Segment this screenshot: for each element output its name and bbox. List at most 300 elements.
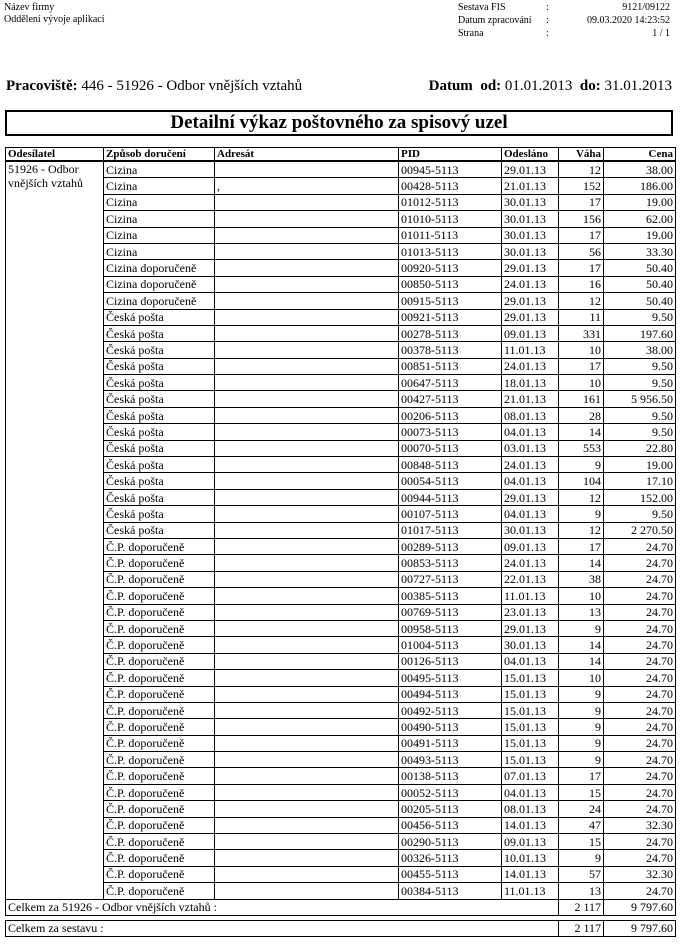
workplace-label: Pracoviště: xyxy=(6,78,78,94)
cell-addressee xyxy=(215,227,399,243)
col-addressee: Adresát xyxy=(215,148,399,162)
cell-addressee xyxy=(215,342,399,358)
table-row xyxy=(6,555,676,571)
date-range xyxy=(429,78,672,95)
cell-sent: 15.01.13 xyxy=(502,702,559,718)
cell-pid: 00427-5113 xyxy=(399,391,502,407)
cell-addressee xyxy=(215,571,399,587)
cell-pid: 00456-5113 xyxy=(399,817,502,833)
cell-sent: 15.01.13 xyxy=(502,719,559,735)
cell-addressee xyxy=(215,194,399,210)
table-row xyxy=(6,473,676,489)
cell-price: 9.50 xyxy=(604,407,676,423)
table-row xyxy=(6,227,676,243)
cell-method: Česká pošta xyxy=(104,342,215,358)
cell-addressee xyxy=(215,522,399,538)
cell-sent: 03.01.13 xyxy=(502,440,559,456)
cell-weight: 10 xyxy=(559,670,604,686)
cell-price: 24.70 xyxy=(604,801,676,817)
department-name: Oddělení vývoje aplikací xyxy=(4,14,105,25)
cell-weight: 10 xyxy=(559,342,604,358)
cell-method: Č.P. doporučeně xyxy=(104,571,215,587)
cell-weight: 9 xyxy=(559,620,604,636)
cell-price: 24.70 xyxy=(604,604,676,620)
cell-pid: 00492-5113 xyxy=(399,702,502,718)
cell-addressee xyxy=(215,407,399,423)
cell-pid: 00073-5113 xyxy=(399,424,502,440)
cell-sent: 11.01.13 xyxy=(502,883,559,899)
cell-weight: 9 xyxy=(559,752,604,768)
cell-sent: 30.01.13 xyxy=(502,194,559,210)
cell-addressee xyxy=(215,768,399,784)
cell-addressee xyxy=(215,489,399,505)
cell-pid: 00490-5113 xyxy=(399,719,502,735)
cell-method: Č.P. doporučeně xyxy=(104,784,215,800)
cell-pid: 00769-5113 xyxy=(399,604,502,620)
col-weight: Váha xyxy=(559,148,604,162)
table-row xyxy=(6,850,676,866)
cell-weight: 12 xyxy=(559,293,604,309)
cell-addressee xyxy=(215,243,399,259)
cell-addressee xyxy=(215,834,399,850)
cell-weight: 57 xyxy=(559,866,604,882)
cell-pid: 00290-5113 xyxy=(399,834,502,850)
cell-price: 19.00 xyxy=(604,194,676,210)
meta-label: Datum zpracování xyxy=(458,15,532,26)
cell-price: 24.70 xyxy=(604,538,676,554)
cell-price: 197.60 xyxy=(604,325,676,341)
cell-pid: 00853-5113 xyxy=(399,555,502,571)
cell-pid: 01017-5113 xyxy=(399,522,502,538)
cell-weight: 9 xyxy=(559,457,604,473)
cell-addressee xyxy=(215,358,399,374)
meta-separator: : xyxy=(546,15,549,26)
meta-separator: : xyxy=(546,28,549,39)
cell-method: Česká pošta xyxy=(104,358,215,374)
cell-method: Česká pošta xyxy=(104,489,215,505)
cell-method: Č.P. doporučeně xyxy=(104,817,215,833)
cell-addressee xyxy=(215,670,399,686)
cell-addressee xyxy=(215,325,399,341)
table-row xyxy=(6,801,676,817)
cell-weight: 12 xyxy=(559,489,604,505)
cell-addressee xyxy=(215,637,399,653)
cell-price: 152.00 xyxy=(604,489,676,505)
cell-weight: 553 xyxy=(559,440,604,456)
cell-addressee xyxy=(215,375,399,391)
cell-method: Cizina doporučeně xyxy=(104,293,215,309)
cell-sent: 07.01.13 xyxy=(502,768,559,784)
cell-method: Č.P. doporučeně xyxy=(104,702,215,718)
cell-method: Česká pošta xyxy=(104,473,215,489)
table-row xyxy=(6,883,676,899)
company-header xyxy=(4,2,105,26)
table-row xyxy=(6,424,676,440)
cell-method: Č.P. doporučeně xyxy=(104,752,215,768)
cell-addressee xyxy=(215,506,399,522)
cell-addressee xyxy=(215,555,399,571)
report-range xyxy=(6,78,672,95)
table-row xyxy=(6,325,676,341)
cell-addressee xyxy=(215,883,399,899)
col-sender: Odesílatel xyxy=(6,148,104,162)
cell-method: Č.P. doporučeně xyxy=(104,653,215,669)
cell-pid: 00493-5113 xyxy=(399,752,502,768)
cell-addressee xyxy=(215,260,399,276)
table-row xyxy=(6,571,676,587)
cell-addressee xyxy=(215,653,399,669)
cell-sent: 23.01.13 xyxy=(502,604,559,620)
table-row xyxy=(6,752,676,768)
table-row xyxy=(6,637,676,653)
cell-pid: 00138-5113 xyxy=(399,768,502,784)
table-row xyxy=(6,260,676,276)
table-row xyxy=(6,702,676,718)
total-row-price: 9 797.60 xyxy=(604,920,676,936)
cell-weight: 12 xyxy=(559,161,604,178)
cell-pid: 00278-5113 xyxy=(399,325,502,341)
table-row xyxy=(6,522,676,538)
table-body xyxy=(6,161,676,936)
cell-price: 24.70 xyxy=(604,670,676,686)
report-title: Detailní výkaz poštovného za spisový uzel xyxy=(5,110,673,136)
cell-weight: 38 xyxy=(559,571,604,587)
workplace xyxy=(6,78,302,95)
cell-price: 17.10 xyxy=(604,473,676,489)
cell-price: 38.00 xyxy=(604,342,676,358)
cell-sent: 09.01.13 xyxy=(502,538,559,554)
cell-weight: 14 xyxy=(559,637,604,653)
cell-weight: 17 xyxy=(559,768,604,784)
cell-sent: 24.01.13 xyxy=(502,457,559,473)
cell-method: Č.P. doporučeně xyxy=(104,719,215,735)
cell-addressee xyxy=(215,391,399,407)
cell-price: 24.70 xyxy=(604,637,676,653)
cell-method: Česká pošta xyxy=(104,309,215,325)
cell-addressee xyxy=(215,161,399,178)
cell-pid: 00385-5113 xyxy=(399,588,502,604)
cell-pid: 00848-5113 xyxy=(399,457,502,473)
cell-sent: 14.01.13 xyxy=(502,866,559,882)
cell-sent: 04.01.13 xyxy=(502,473,559,489)
cell-sent: 24.01.13 xyxy=(502,358,559,374)
table-row xyxy=(6,243,676,259)
cell-price: 19.00 xyxy=(604,227,676,243)
table-row xyxy=(6,391,676,407)
meta-value: 09.03.2020 14:23:52 xyxy=(586,15,670,26)
cell-weight: 17 xyxy=(559,260,604,276)
cell-addressee xyxy=(215,686,399,702)
meta-label: Strana xyxy=(458,28,484,39)
cell-weight: 16 xyxy=(559,276,604,292)
cell-price: 24.70 xyxy=(604,555,676,571)
cell-addressee xyxy=(215,702,399,718)
cell-addressee xyxy=(215,424,399,440)
cell-method: Č.P. doporučeně xyxy=(104,637,215,653)
cell-weight: 152 xyxy=(559,178,604,194)
cell-sent: 21.01.13 xyxy=(502,391,559,407)
cell-pid: 00326-5113 xyxy=(399,850,502,866)
cell-pid: 01004-5113 xyxy=(399,637,502,653)
table-row xyxy=(6,768,676,784)
cell-price: 24.70 xyxy=(604,571,676,587)
table-row xyxy=(6,834,676,850)
table-row xyxy=(6,588,676,604)
cell-addressee xyxy=(215,801,399,817)
table-row xyxy=(6,686,676,702)
cell-addressee xyxy=(215,211,399,227)
cell-pid: 01012-5113 xyxy=(399,194,502,210)
date-to-label: do: xyxy=(579,78,601,94)
cell-price: 24.70 xyxy=(604,588,676,604)
cell-price: 9.50 xyxy=(604,309,676,325)
table-row xyxy=(6,620,676,636)
cell-method: Cizina xyxy=(104,243,215,259)
cell-price: 50.40 xyxy=(604,293,676,309)
table-row xyxy=(6,211,676,227)
table-row xyxy=(6,309,676,325)
cell-price: 24.70 xyxy=(604,752,676,768)
cell-weight: 9 xyxy=(559,735,604,751)
meta-row xyxy=(458,2,670,15)
table-row xyxy=(6,784,676,800)
date-from: 01.01.2013 xyxy=(504,78,573,94)
cell-sent: 15.01.13 xyxy=(502,686,559,702)
cell-pid: 01010-5113 xyxy=(399,211,502,227)
meta-separator: : xyxy=(546,2,549,13)
table-row xyxy=(6,506,676,522)
table-row xyxy=(6,440,676,456)
cell-method: Č.P. doporučeně xyxy=(104,604,215,620)
cell-method: Č.P. doporučeně xyxy=(104,866,215,882)
cell-weight: 17 xyxy=(559,538,604,554)
cell-pid: 00289-5113 xyxy=(399,538,502,554)
subtotal-row-label: Celkem za 51926 - Odbor vnějších vztahů : xyxy=(6,899,559,915)
cell-sent: 04.01.13 xyxy=(502,506,559,522)
cell-price: 24.70 xyxy=(604,702,676,718)
cell-weight: 14 xyxy=(559,653,604,669)
table-row xyxy=(6,375,676,391)
cell-sent: 09.01.13 xyxy=(502,325,559,341)
cell-addressee xyxy=(215,752,399,768)
cell-addressee xyxy=(215,440,399,456)
cell-pid: 00945-5113 xyxy=(399,161,502,178)
company-name: Název firmy xyxy=(4,2,55,13)
cell-pid: 01013-5113 xyxy=(399,243,502,259)
table-row xyxy=(6,342,676,358)
cell-method: Cizina doporučeně xyxy=(104,276,215,292)
cell-addressee xyxy=(215,620,399,636)
cell-addressee xyxy=(215,850,399,866)
cell-price: 24.70 xyxy=(604,686,676,702)
cell-pid: 00206-5113 xyxy=(399,407,502,423)
cell-pid: 00944-5113 xyxy=(399,489,502,505)
cell-pid: 00428-5113 xyxy=(399,178,502,194)
meta-row xyxy=(458,28,670,41)
cell-pid: 00851-5113 xyxy=(399,358,502,374)
cell-pid: 00054-5113 xyxy=(399,473,502,489)
cell-weight: 13 xyxy=(559,604,604,620)
table-row xyxy=(6,178,676,194)
cell-sent: 29.01.13 xyxy=(502,161,559,178)
cell-weight: 9 xyxy=(559,686,604,702)
total-row-weight: 2 117 xyxy=(559,920,604,936)
subtotal-row xyxy=(6,899,676,915)
col-pid: PID xyxy=(399,148,502,162)
cell-sent: 30.01.13 xyxy=(502,637,559,653)
cell-weight: 24 xyxy=(559,801,604,817)
cell-price: 186.00 xyxy=(604,178,676,194)
date-label: Datum xyxy=(428,78,473,94)
cell-pid: 00126-5113 xyxy=(399,653,502,669)
cell-weight: 15 xyxy=(559,834,604,850)
cell-price: 33.30 xyxy=(604,243,676,259)
meta-value: 1 / 1 xyxy=(652,28,670,39)
cell-pid: 00915-5113 xyxy=(399,293,502,309)
cell-method: Česká pošta xyxy=(104,522,215,538)
cell-price: 24.70 xyxy=(604,653,676,669)
cell-method: Č.P. doporučeně xyxy=(104,538,215,554)
cell-price: 9.50 xyxy=(604,375,676,391)
cell-pid: 00052-5113 xyxy=(399,784,502,800)
cell-pid: 00205-5113 xyxy=(399,801,502,817)
cell-addressee xyxy=(215,735,399,751)
table-row xyxy=(6,538,676,554)
table-row xyxy=(6,358,676,374)
cell-weight: 47 xyxy=(559,817,604,833)
cell-weight: 28 xyxy=(559,407,604,423)
postage-table xyxy=(5,147,676,937)
cell-weight: 56 xyxy=(559,243,604,259)
table-row xyxy=(6,735,676,751)
cell-addressee xyxy=(215,457,399,473)
cell-method: Cizina doporučeně xyxy=(104,260,215,276)
cell-addressee xyxy=(215,473,399,489)
cell-sent: 30.01.13 xyxy=(502,227,559,243)
cell-price: 19.00 xyxy=(604,457,676,473)
cell-weight: 13 xyxy=(559,883,604,899)
cell-method: Č.P. doporučeně xyxy=(104,686,215,702)
report-meta xyxy=(458,2,670,41)
cell-weight: 156 xyxy=(559,211,604,227)
cell-method: Č.P. doporučeně xyxy=(104,768,215,784)
cell-method: Cizina xyxy=(104,211,215,227)
cell-sent: 30.01.13 xyxy=(502,522,559,538)
table-row xyxy=(6,866,676,882)
cell-sent: 29.01.13 xyxy=(502,620,559,636)
cell-weight: 10 xyxy=(559,375,604,391)
cell-pid: 00491-5113 xyxy=(399,735,502,751)
cell-method: Č.P. doporučeně xyxy=(104,883,215,899)
cell-pid: 00921-5113 xyxy=(399,309,502,325)
cell-method: Č.P. doporučeně xyxy=(104,620,215,636)
cell-method: Česká pošta xyxy=(104,391,215,407)
cell-pid: 00455-5113 xyxy=(399,866,502,882)
table-row xyxy=(6,161,676,178)
cell-sent: 30.01.13 xyxy=(502,211,559,227)
cell-pid: 00727-5113 xyxy=(399,571,502,587)
meta-row xyxy=(458,15,670,28)
cell-pid: 00384-5113 xyxy=(399,883,502,899)
cell-method: Česká pošta xyxy=(104,407,215,423)
cell-pid: 00378-5113 xyxy=(399,342,502,358)
cell-price: 24.70 xyxy=(604,719,676,735)
cell-method: Cizina xyxy=(104,194,215,210)
cell-sent: 04.01.13 xyxy=(502,653,559,669)
table-row xyxy=(6,670,676,686)
cell-price: 32.30 xyxy=(604,866,676,882)
cell-sent: 21.01.13 xyxy=(502,178,559,194)
cell-addressee xyxy=(215,293,399,309)
cell-sent: 04.01.13 xyxy=(502,784,559,800)
cell-method: Cizina xyxy=(104,161,215,178)
cell-weight: 9 xyxy=(559,850,604,866)
meta-value: 9121/09122 xyxy=(622,2,670,13)
date-from-label: od: xyxy=(480,78,502,94)
cell-sent: 29.01.13 xyxy=(502,309,559,325)
cell-price: 24.70 xyxy=(604,735,676,751)
cell-price: 9.50 xyxy=(604,358,676,374)
cell-method: Č.P. doporučeně xyxy=(104,670,215,686)
cell-pid: 00494-5113 xyxy=(399,686,502,702)
cell-weight: 9 xyxy=(559,506,604,522)
meta-label: Sestava FIS xyxy=(458,2,506,13)
cell-sent: 15.01.13 xyxy=(502,752,559,768)
cell-method: Č.P. doporučeně xyxy=(104,834,215,850)
cell-price: 24.70 xyxy=(604,850,676,866)
cell-sent: 30.01.13 xyxy=(502,243,559,259)
cell-sent: 14.01.13 xyxy=(502,817,559,833)
cell-sent: 11.01.13 xyxy=(502,588,559,604)
cell-method: Česká pošta xyxy=(104,325,215,341)
cell-weight: 9 xyxy=(559,719,604,735)
cell-weight: 161 xyxy=(559,391,604,407)
cell-pid: 00647-5113 xyxy=(399,375,502,391)
cell-pid: 00107-5113 xyxy=(399,506,502,522)
cell-sent: 29.01.13 xyxy=(502,260,559,276)
cell-sent: 29.01.13 xyxy=(502,293,559,309)
cell-sent: 08.01.13 xyxy=(502,801,559,817)
cell-sent: 11.01.13 xyxy=(502,342,559,358)
table-row xyxy=(6,293,676,309)
cell-method: Česká pošta xyxy=(104,375,215,391)
table-header-row xyxy=(6,148,676,162)
cell-method: Česká pošta xyxy=(104,440,215,456)
cell-sent: 15.01.13 xyxy=(502,670,559,686)
cell-sent: 09.01.13 xyxy=(502,834,559,850)
cell-weight: 14 xyxy=(559,555,604,571)
cell-price: 32.30 xyxy=(604,817,676,833)
cell-method: Č.P. doporučeně xyxy=(104,555,215,571)
cell-price: 2 270.50 xyxy=(604,522,676,538)
table-row xyxy=(6,489,676,505)
table-row xyxy=(6,276,676,292)
cell-addressee: , xyxy=(215,178,399,194)
cell-price: 38.00 xyxy=(604,161,676,178)
cell-price: 24.70 xyxy=(604,883,676,899)
sender-cell: 51926 - Odbor vnějších vztahů xyxy=(6,161,104,899)
cell-sent: 24.01.13 xyxy=(502,276,559,292)
workplace-value: 446 - 51926 - Odbor vnějších vztahů xyxy=(81,78,303,94)
table-row xyxy=(6,653,676,669)
cell-addressee xyxy=(215,538,399,554)
cell-weight: 12 xyxy=(559,522,604,538)
cell-addressee xyxy=(215,588,399,604)
table-row xyxy=(6,719,676,735)
cell-price: 24.70 xyxy=(604,768,676,784)
cell-price: 50.40 xyxy=(604,260,676,276)
table-row xyxy=(6,817,676,833)
